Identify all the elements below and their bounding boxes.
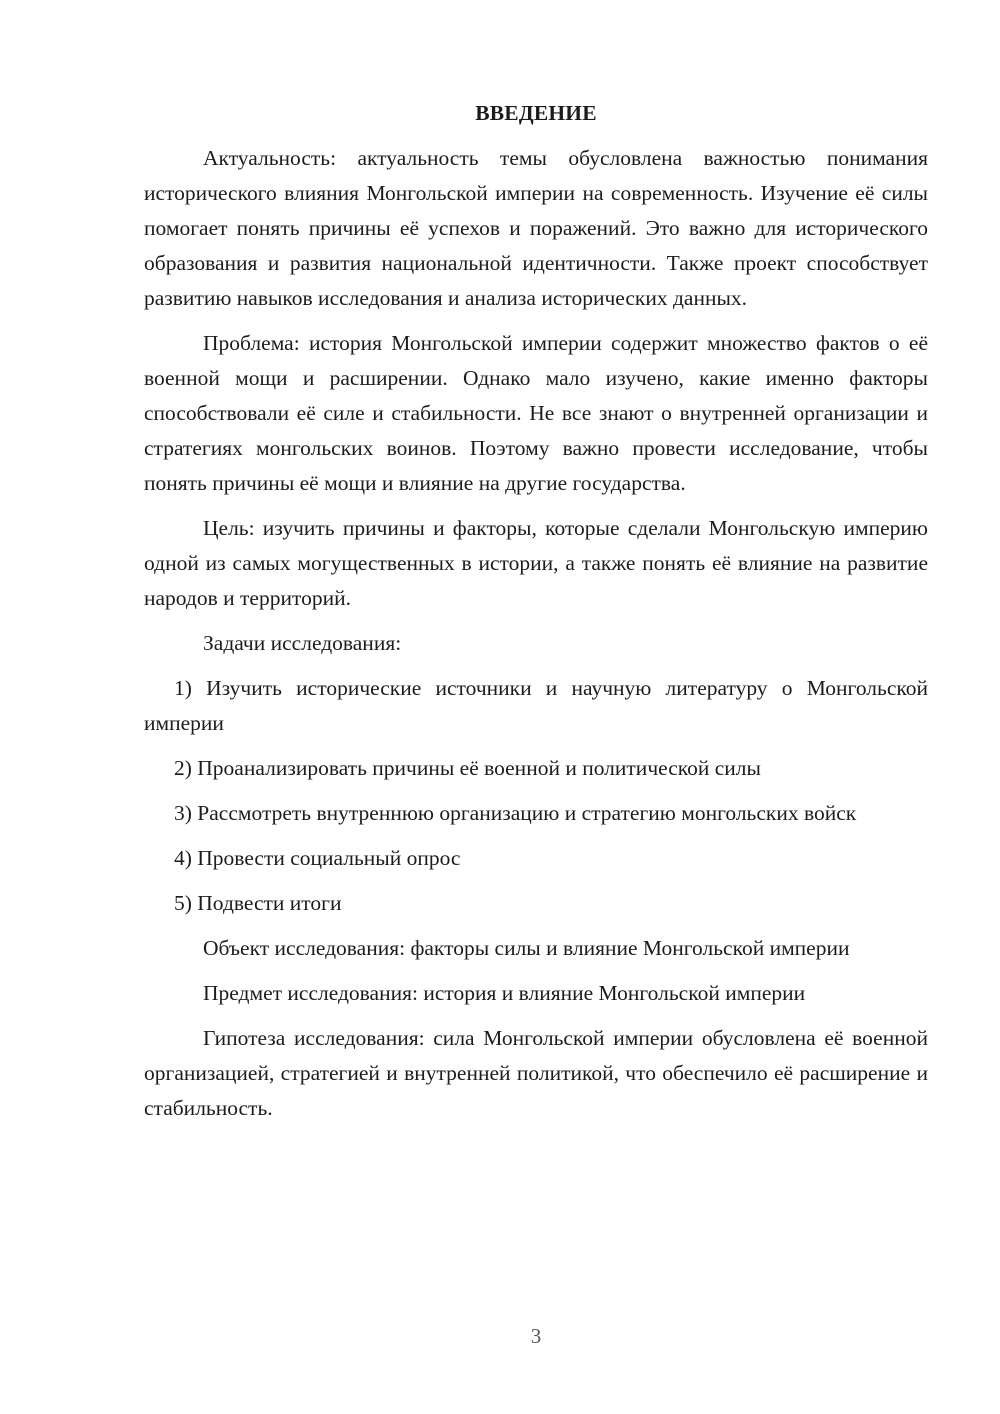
subject-paragraph: Предмет исследования: история и влияние Монгольской империи: [203, 981, 806, 1005]
task-item-3: 3) Рассмотреть внутреннюю организацию и стратегию монгольских войск: [174, 801, 857, 825]
page-footer: [0, 1324, 1000, 1349]
relevance-paragraph: Актуальность: актуальность темы обусловлена важностью понимания исторического влияния Монгольской империи на современность. Изучение её силы помогает понять причины её успехов и поражений. Это важно для исторического образования и развития национальной идентичности. Также проект способствует развитию навыков исследования и анализа исторических данных.: [144, 146, 928, 310]
task-item-4: 4) Провести социальный опрос: [174, 846, 461, 870]
section-title: ВВЕДЕНИЕ: [475, 101, 597, 125]
hypothesis-paragraph: Гипотеза исследования: сила Монгольской империи обусловлена её военной организацией, стратегией и внутренней политикой, что обеспечило её расширение и стабильность.: [144, 1026, 928, 1120]
task-item-5: 5) Подвести итоги: [174, 891, 342, 915]
task-item-2: 2) Проанализировать причины её военной и политической силы: [174, 756, 761, 780]
task-item-1: 1) Изучить исторические источники и научную литературу о Монгольской империи: [144, 676, 928, 735]
page-content: [144, 96, 928, 1136]
problem-paragraph: Проблема: история Монгольской империи содержит множество фактов о её военной мощи и расширении. Однако мало изучено, какие именно факторы способствовали её силе и стабильности. Не все знают о внутренней организации и стратегиях монгольских воинов. Поэтому важно провести исследование, чтобы понять причины её мощи и влияние на другие государства.: [144, 331, 928, 495]
goal-paragraph: Цель: изучить причины и факторы, которые сделали Монгольскую империю одной из самых могущественных в истории, а также понять её влияние на развитие народов и территорий.: [144, 516, 928, 610]
tasks-heading: Задачи исследования:: [203, 631, 402, 655]
object-paragraph: Объект исследования: факторы силы и влияние Монгольской империи: [203, 936, 850, 960]
page-number: 3: [530, 1324, 542, 1348]
